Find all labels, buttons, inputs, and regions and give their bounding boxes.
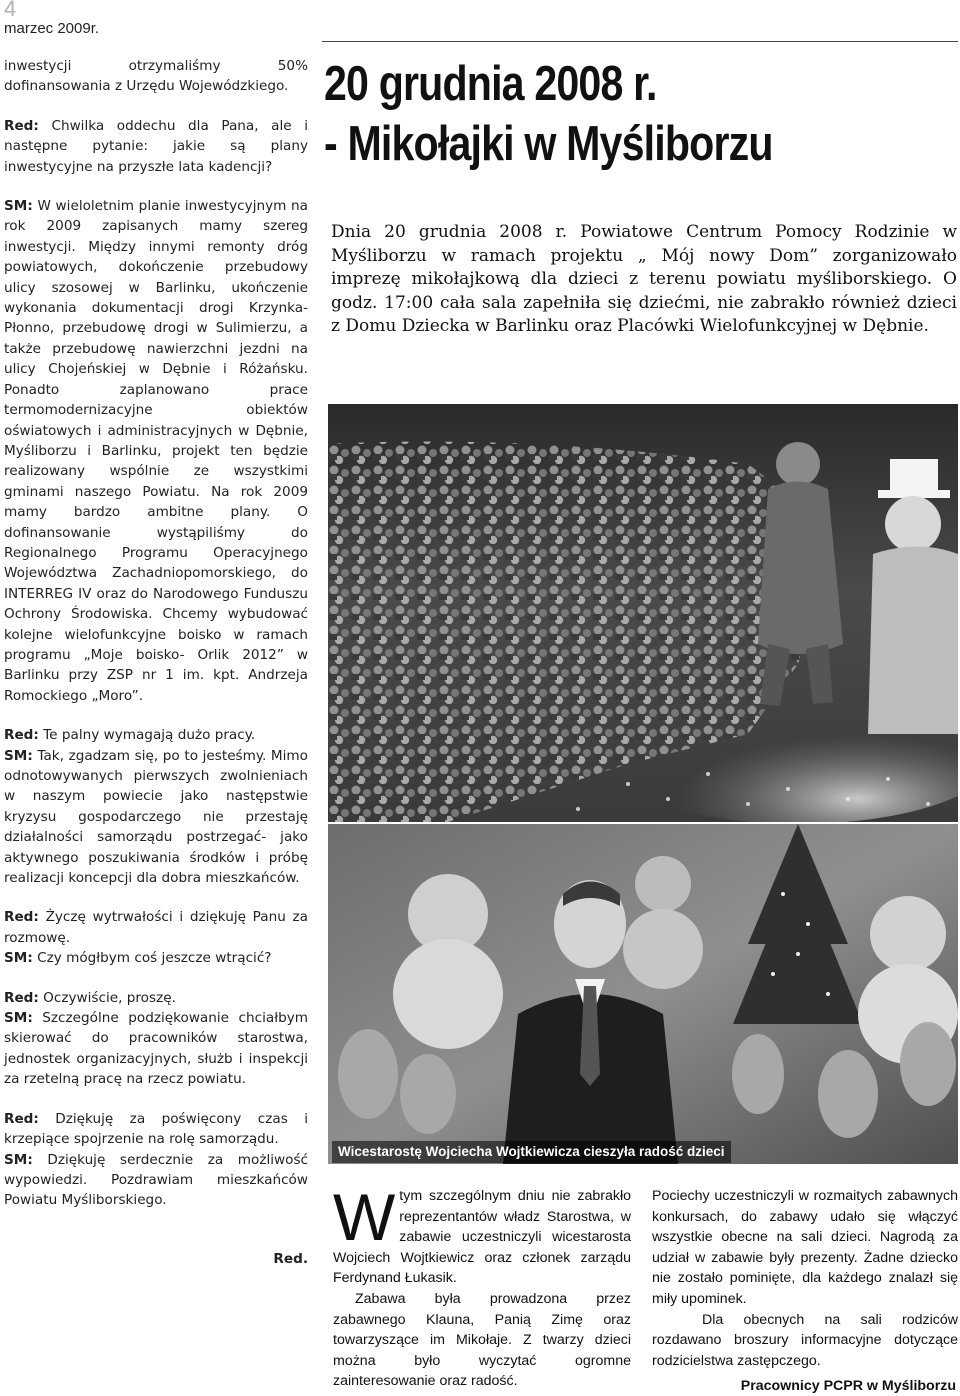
interview-text: Chwilka oddechu dla Pana, ale i następne pytanie: jakie są plany inwestycyjne na przyszłe lata kadencji?: [4, 117, 308, 175]
drop-cap: W: [333, 1180, 396, 1254]
interview-paragraph: [4, 746, 308, 889]
interview-paragraph: [4, 196, 308, 706]
interview-text: Dziękuję za poświęcony czas i krzepiące spojrzenie na rolę samorządu.: [4, 1110, 308, 1148]
interview-paragraph: [4, 56, 308, 97]
interview-paragraph: [4, 988, 308, 1008]
speaker-label: SM:: [4, 747, 33, 764]
page-number: 4: [4, 0, 17, 21]
headline-line-2: - Mikołajki w Myśliborzu: [324, 117, 773, 171]
interview-text: Szczególne podziękowanie chciałbym skierować do pracowników starostwa, jednostek organizacyjnych, służb i inspekcji za rzetelną pracę na rzecz powiatu.: [4, 1010, 308, 1088]
speaker-label: SM:: [4, 1151, 33, 1168]
interview-column: [4, 56, 308, 1269]
story-column-1: [333, 1180, 631, 1392]
speaker-label: SM:: [4, 950, 33, 967]
article-lead: Dnia 20 grudnia 2008 r. Powiatowe Centrum Pomocy Rodzinie w Myśliborzu w ramach projektu „ Mój nowy Dom” zorganizowało imprezę mikołajkową dla dzieci z terenu powiatu myśliborskiego. O godz. 17:00 cała sala zapełniła się dziećmi, nie zabrakło również dzieci z Domu Dziecka w Barlinku oraz Placówki Wielofunkcyjnej w Dębnie.: [331, 222, 957, 337]
interview-paragraph: [4, 948, 308, 968]
interview-paragraph: [4, 1150, 308, 1211]
story-column-2: [652, 1186, 958, 1371]
speaker-label: SM:: [4, 198, 33, 215]
interview-paragraph: [4, 907, 308, 948]
interview-paragraph: [4, 1109, 308, 1150]
interview-text: Dziękuję serdecznie za możliwość wypowiedzi. Pozdrawiam mieszkańców Powiatu Myśliborskiego.: [4, 1151, 308, 1209]
interview-text: Życzę wytrwałości i dziękuję Panu za rozmowę.: [4, 909, 308, 946]
speaker-label: Red:: [4, 1110, 39, 1127]
article-headline: [324, 54, 853, 174]
header-rule: [322, 41, 958, 42]
interview-paragraph: [4, 725, 308, 745]
interview-text: inwestycji otrzymaliśmy 50% dofinansowania z Urzędu Wojewódzkiego.: [4, 58, 308, 95]
photo-caption: Wicestarostę Wojciecha Wojtkiewicza cieszyła radość dzieci: [332, 1141, 731, 1163]
speaker-label: Red:: [4, 909, 39, 926]
photo-deputy-starost: [328, 824, 958, 1164]
speaker-label: Red:: [4, 727, 39, 744]
speaker-label: Red:: [4, 117, 39, 134]
interview-paragraph: [4, 1008, 308, 1090]
speaker-label: SM:: [4, 1010, 33, 1027]
issue-date: marzec 2009r.: [4, 20, 100, 37]
interview-signature: Red.: [273, 1250, 308, 1267]
story-paragraph: Pociechy uczestniczyli w rozmaitych zabawnych konkursach, do zabawy udało się włączyć wszystkie obecne na sali dzieci. Nagrodą za udział w zabawie były prezenty. Żadne dziecko nie zostało pominięte, dla każdego znalazł się miły upominek.: [652, 1188, 958, 1307]
story-paragraph: tym szczególnym dniu nie zabrakło reprezentantów władz Starostwa, w zabawie uczestniczyli wicestarosta Wojciech Wojtkiewicz oraz członek zarządu Ferdynand Łukasik.: [333, 1188, 631, 1287]
interview-text: Oczywiście, proszę.: [38, 989, 176, 1006]
story-paragraph: Dla obecnych na sali rodziców rozdawano broszury informacyjne dotyczące rodzicielstwa zastępczego.: [652, 1311, 958, 1369]
interview-paragraph: [4, 116, 308, 177]
headline-line-1: 20 grudnia 2008 r.: [324, 57, 657, 111]
speaker-label: Red:: [4, 989, 39, 1006]
story-paragraph: Zabawa była prowadzona przez zabawnego Klauna, Panią Zimę oraz towarzyszące im Mikołaje. Z twarzy dzieci można było wyczytać ogromne zainteresowanie oraz radość.: [333, 1290, 631, 1390]
interview-text: W wieloletnim planie inwestycyjnym na rok 2009 zapisanych mamy szereg inwestycji. Między innymi remonty dróg powiatowych, dokończenie przebudowy ulicy szosowej w Barlinku, ukończenie wykonania dokumentacji drogi Krzynka- Płonno, przebudowę drogi w Sulimierzu, a także przebudowę nawierzchni jezdni na ulicy Chojeńskiej w Dębnie i Różańsku. Ponadto zaplanowano prace termomodernizacyjne obiektów oświatowych i administracyjnych w Dębnie, Myśliborzu i Barlinku, projekt ten będzie realizowany wspólnie ze wszystkimi gminami naszego Powiatu. Na rok 2009 mamy bardzo ambitne plany. O dofinansowanie wystąpiliśmy do Regionalnego Programu Operacyjnego Województwa Zachadniopomorskiego, do INTERREG IV oraz do Narodowego Funduszu Ochrony Środowiska. Chcemy wybudować kolejne wielofunkcyjne boisko w ramach programu „Moje boisko- Orlik 2012” w Barlinku przy ZSP nr 1 im. kpt. Andrzeja Romockiego „Moro”.: [4, 198, 308, 704]
interview-text: Tak, zgadzam się, po to jesteśmy. Mimo odnotowywanych pierwszych zwolnieniach w naszym powiecie jako następstwie kryzysu gospodarczego nie przestaję działalności samorządu postrzegać- jako aktywnego poszukiwania środków i próbę realizacji koncepcji dla dobra mieszkańców.: [4, 747, 308, 887]
interview-text: Czy mógłbym coś jeszcze wtrącić?: [32, 950, 272, 967]
photo-children-audience: [328, 404, 958, 822]
interview-text: Te palny wymagają dużo pracy.: [38, 727, 256, 744]
story-signature: Pracownicy PCPR w Myśliborzu: [740, 1378, 956, 1394]
